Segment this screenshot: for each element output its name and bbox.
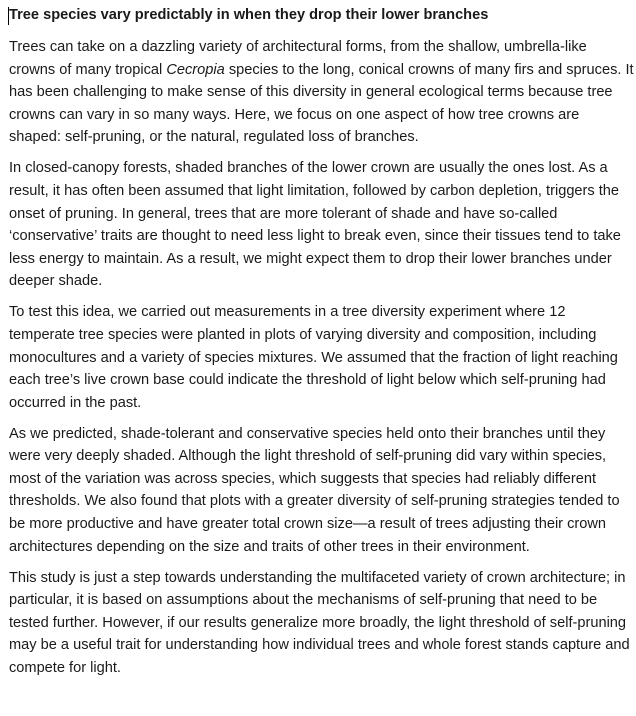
paragraph-conclusion: This study is just a step towards understanding the multifaceted variety of crown architecture; in particular, it is based on assumptions about the mechanisms of self-pruning that need to be tested further. However, if our results generalize more broadly, the light threshold of self-pruning may be a useful trait for understanding how individual trees and whole forest stands capture and compete for light. bbox=[9, 569, 630, 676]
paragraph-intro bbox=[9, 36, 634, 149]
document-title-text: Tree species vary predictably in when they drop their lower branches bbox=[9, 7, 489, 23]
paragraph-methods: To test this idea, we carried out measurements in a tree diversity experiment where 12 temperate tree species were planted in plots of varying diversity and composition, including monocultures and a variety of species mixtures. We assumed that the fraction of light reaching each tree’s live crown base could indicate the threshold of light below which self-pruning had occurred in the past. bbox=[9, 304, 618, 411]
paragraph-intro-text-2: species to the long, conical crowns of many firs and spruces. It has been challenging to make sense of this diversity in general ecological terms because tree crowns can vary in so many ways. Here, we focus on one aspect of how tree crowns are shaped: self-pruning, or the natural, regulated loss of branches. bbox=[9, 61, 634, 146]
text-cursor bbox=[8, 7, 9, 25]
document-body[interactable] bbox=[9, 5, 634, 688]
paragraph-intro-text-1: Trees can take on a dazzling variety of architectural forms, from the shallow, umbrella-like crowns of many tropical bbox=[9, 39, 587, 78]
paragraph-intro-italic-genus: Cecropia bbox=[166, 61, 225, 78]
document-title bbox=[9, 5, 634, 26]
paragraph-results: As we predicted, shade-tolerant and conservative species held onto their branches until they were very deeply shaded. Although the light threshold of self-pruning did vary within species, most of the variation was across species, which suggests that species had reliably different thresholds. We also found that plots with a greater diversity of self-pruning strategies tended to be more productive and have greater total crown size—a result of trees adjusting their crown architectures depending on the size and traits of other trees in their environment. bbox=[9, 425, 620, 555]
paragraph-hypothesis: In closed-canopy forests, shaded branches of the lower crown are usually the ones lost. As a result, it has often been assumed that light limitation, followed by carbon depletion, triggers the onset of pruning. In general, trees that are more tolerant of shade and have so-called ‘conservative’ traits are thought to need less light to break even, since their tissues tend to take less energy to maintain. As a result, we might expect them to drop their lower branches under deeper shade. bbox=[9, 160, 621, 290]
